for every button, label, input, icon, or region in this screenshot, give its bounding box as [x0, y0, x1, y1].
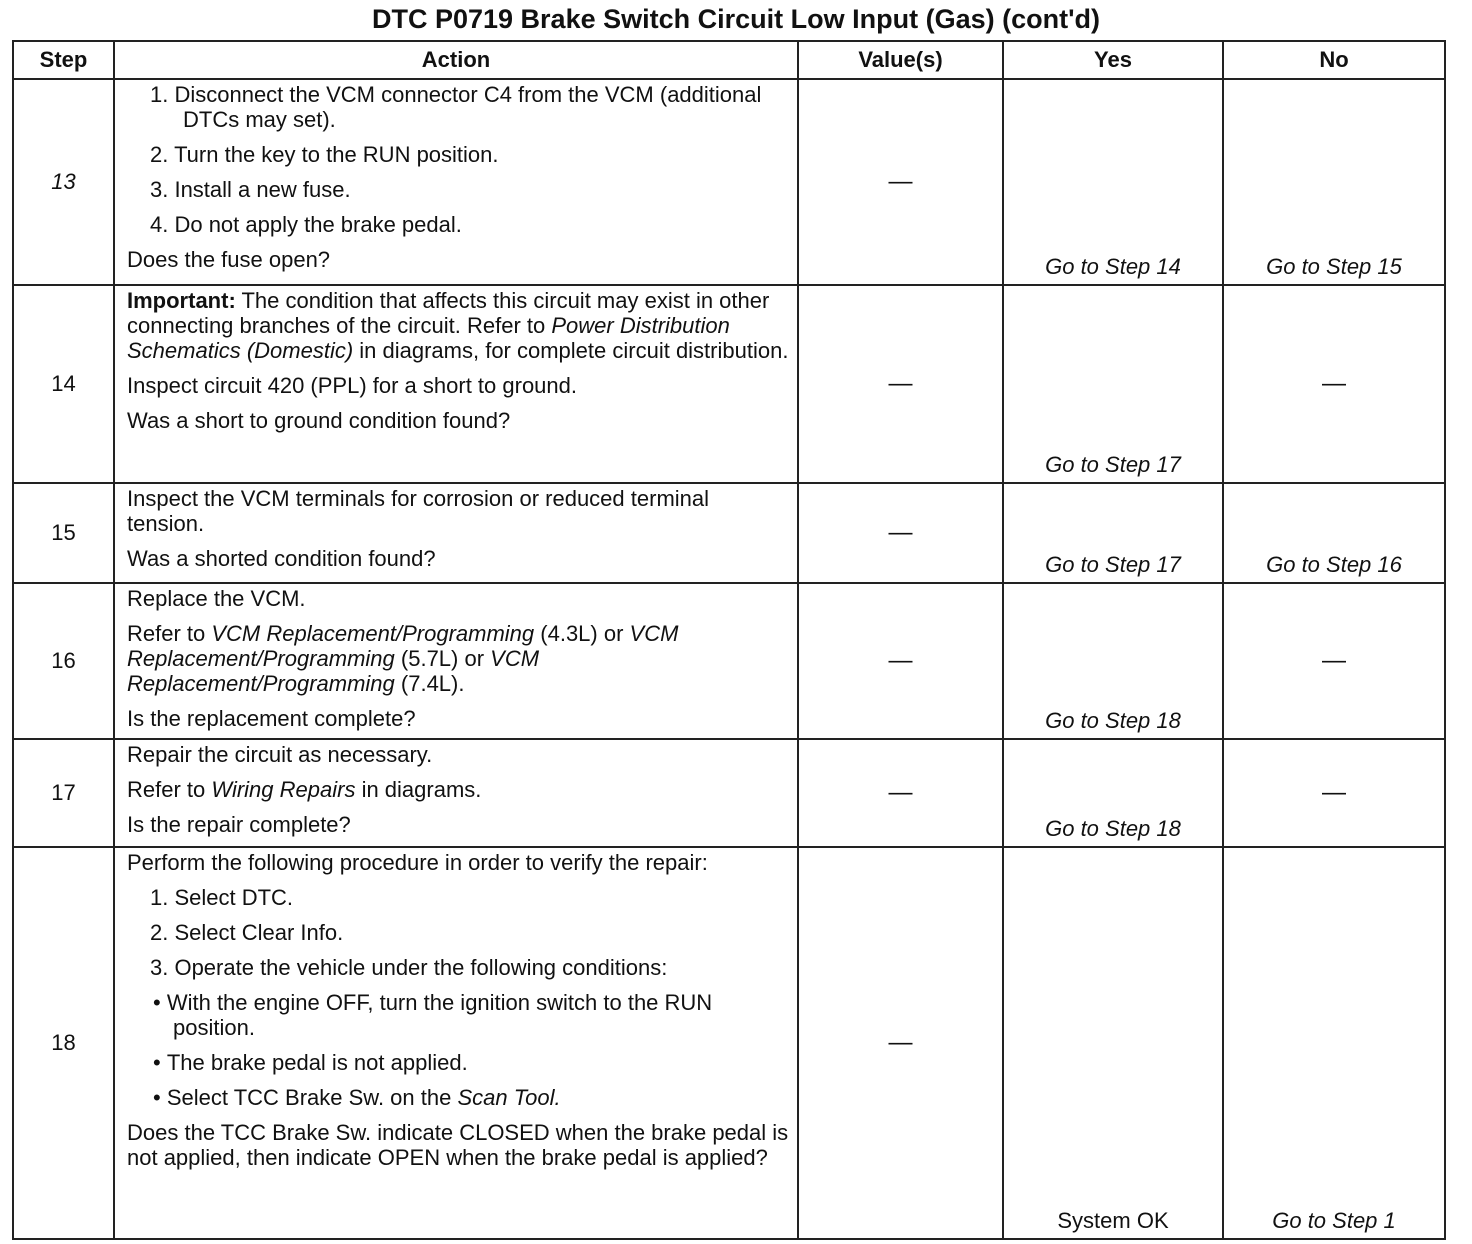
yes-cell: Go to Step 17 [1003, 483, 1223, 583]
action-cell [114, 847, 798, 1239]
action-question: Is the repair complete? [127, 812, 351, 837]
action-item: 1. Select DTC. [150, 885, 294, 910]
table-row-step-18 [13, 847, 1445, 1239]
reference-text: Refer to [127, 777, 212, 802]
yes-cell: System OK [1003, 847, 1223, 1239]
important-label: Important: [127, 288, 236, 313]
action-reference [127, 621, 791, 696]
no-cell: — [1223, 583, 1445, 739]
value-cell: — [798, 847, 1003, 1239]
action-question: Does the fuse open? [127, 247, 331, 272]
table-row-step-13 [13, 79, 1445, 285]
reference-text: in diagrams. [355, 777, 482, 802]
table-row-step-14 [13, 285, 1445, 483]
yes-cell: Go to Step 18 [1003, 739, 1223, 847]
bullet-item [127, 1050, 791, 1075]
page-title: DTC P0719 Brake Switch Circuit Low Input (Gas) (cont'd) [371, 4, 1100, 34]
header-step: Step [13, 41, 114, 79]
header-no: No [1223, 41, 1445, 79]
yes-cell: Go to Step 17 [1003, 285, 1223, 483]
bullet-icon: • [153, 1085, 167, 1110]
action-cell [114, 285, 798, 483]
no-cell: — [1223, 739, 1445, 847]
action-item: 2. Select Clear Info. [150, 920, 344, 945]
bullet-icon: • [153, 990, 167, 1015]
reference-text: (5.7L) or [394, 646, 491, 671]
bullet-icon: • [153, 1050, 167, 1075]
action-item: 3. Install a new fuse. [150, 177, 351, 202]
action-item: 2. Turn the key to the RUN position. [150, 142, 499, 167]
table-row-step-16 [13, 583, 1445, 739]
no-cell: — [1223, 285, 1445, 483]
action-question: Was a shorted condition found? [127, 546, 436, 571]
action-instruction: Repair the circuit as necessary. [127, 742, 433, 767]
action-cell [114, 483, 798, 583]
reference-text: (4.3L) or [534, 621, 630, 646]
bullet-item [127, 1085, 791, 1110]
table-row-step-17 [13, 739, 1445, 847]
action-question: Is the replacement complete? [127, 706, 416, 731]
action-question: Does the TCC Brake Sw. indicate CLOSED when the brake pedal is not applied, then indicate OPEN when the brake pedal is applied? [127, 1120, 789, 1170]
no-cell: Go to Step 16 [1223, 483, 1445, 583]
step-number: 16 [13, 583, 114, 739]
action-cell [114, 583, 798, 739]
value-cell: — [798, 739, 1003, 847]
header-action: Action [114, 41, 798, 79]
reference-link: Power Distribution Schematics (Domestic) [127, 313, 730, 363]
reference-text: Refer to [127, 621, 212, 646]
yes-cell: Go to Step 14 [1003, 79, 1223, 285]
yes-cell: Go to Step 18 [1003, 583, 1223, 739]
bullet-text: The brake pedal is not applied. [166, 1050, 468, 1075]
step-number: 13 [13, 79, 114, 285]
reference-text: (7.4L). [394, 671, 465, 696]
bullet-item [127, 990, 791, 1040]
reference-link: VCM Replacement/Programming [127, 621, 679, 671]
important-text: in diagrams, for complete circuit distribution. [353, 338, 789, 363]
action-cell [114, 739, 798, 847]
action-instruction: Inspect circuit 420 (PPL) for a short to ground. [127, 373, 578, 398]
action-reference [127, 777, 791, 802]
action-item: 4. Do not apply the brake pedal. [150, 212, 462, 237]
important-note [127, 288, 791, 363]
action-item: 3. Operate the vehicle under the following conditions: [150, 955, 668, 980]
bullet-text: With the engine OFF, turn the ignition switch to the RUN position. [166, 990, 713, 1040]
step-number: 18 [13, 847, 114, 1239]
header-values: Value(s) [798, 41, 1003, 79]
important-text: The condition that affects this circuit may exist in other connecting branches of the circuit. Refer to [127, 288, 770, 338]
header-row [13, 41, 1445, 79]
step-number: 17 [13, 739, 114, 847]
value-cell: — [798, 79, 1003, 285]
action-cell [114, 79, 798, 285]
reference-link: Scan Tool. [457, 1085, 561, 1110]
diagnostic-table [12, 40, 1446, 1240]
table-row-step-15 [13, 483, 1445, 583]
no-cell: Go to Step 1 [1223, 847, 1445, 1239]
action-question: Was a short to ground condition found? [127, 408, 511, 433]
bullet-text: Select TCC Brake Sw. on the [166, 1085, 458, 1110]
value-cell: — [798, 483, 1003, 583]
action-instruction: Inspect the VCM terminals for corrosion or reduced terminal tension. [127, 486, 710, 536]
value-cell: — [798, 583, 1003, 739]
step-number: 15 [13, 483, 114, 583]
reference-link: VCM Replacement/Programming [127, 646, 540, 696]
step-number: 14 [13, 285, 114, 483]
header-yes: Yes [1003, 41, 1223, 79]
action-item: 1. Disconnect the VCM connector C4 from the VCM (additional DTCs may set). [150, 82, 762, 132]
action-intro: Perform the following procedure in order to verify the repair: [127, 850, 708, 875]
value-cell: — [798, 285, 1003, 483]
reference-link: VCM Replacement/Programming [211, 621, 535, 646]
action-instruction: Replace the VCM. [127, 586, 306, 611]
no-cell: Go to Step 15 [1223, 79, 1445, 285]
reference-link: Wiring Repairs [211, 777, 356, 802]
